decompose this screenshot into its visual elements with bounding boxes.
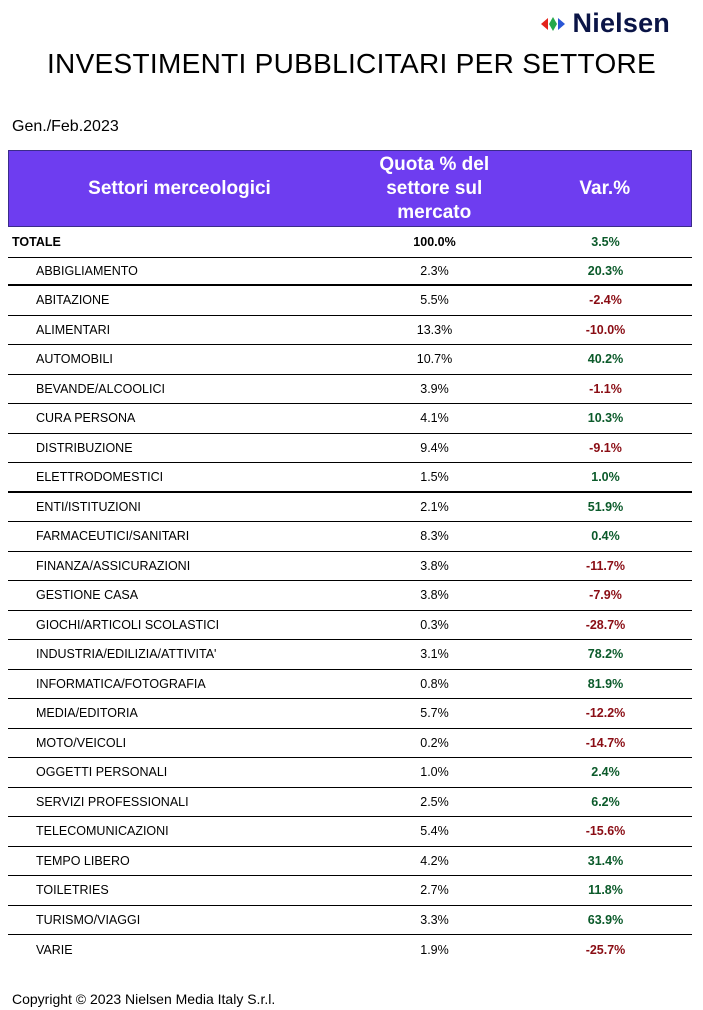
change-value: 10.3% [587, 411, 624, 426]
sector-label: ENTI/ISTITUZIONI [36, 499, 141, 514]
table-row [8, 847, 692, 877]
sector-label: FINANZA/ASSICURAZIONI [36, 558, 191, 573]
sector-label: GESTIONE CASA [36, 588, 139, 603]
change-value: -7.9% [589, 588, 622, 603]
change-value: 81.9% [587, 676, 624, 691]
table-row [8, 611, 692, 641]
change-value: -11.7% [586, 558, 625, 573]
sector-label: TELECOMUNICAZIONI [36, 824, 169, 839]
share-value: 9.4% [420, 440, 449, 455]
table-row [8, 522, 692, 552]
table-row [8, 404, 692, 434]
change-value: -10.0% [585, 322, 626, 337]
table-row [8, 906, 692, 936]
table-row [8, 758, 692, 788]
share-value: 10.7% [416, 352, 453, 367]
sector-label: DISTRIBUZIONE [36, 440, 133, 455]
table-row [8, 552, 692, 582]
period-label: Gen./Feb.2023 [12, 118, 119, 135]
table-row [8, 434, 692, 464]
sector-label: TURISMO/VIAGGI [36, 912, 141, 927]
change-value: -25.7% [585, 942, 626, 957]
change-value: -14.7% [585, 735, 626, 750]
share-value: 3.8% [420, 558, 449, 573]
share-value: 2.3% [420, 263, 449, 278]
header-sector: Settori merceologici [88, 177, 271, 199]
share-value: 3.3% [420, 912, 449, 927]
change-value: 6.2% [591, 794, 620, 809]
table-row [8, 345, 692, 375]
share-value: 1.5% [420, 469, 449, 484]
change-value: 51.9% [587, 499, 624, 514]
table-row [8, 788, 692, 818]
change-value: 40.2% [587, 352, 624, 367]
share-value: 5.7% [420, 706, 449, 721]
table-row [8, 817, 692, 847]
table-header [8, 150, 692, 227]
share-value: 3.8% [420, 588, 449, 603]
sector-label: FARMACEUTICI/SANITARI [36, 529, 190, 544]
copyright-footer: Copyright © 2023 Nielsen Media Italy S.r.l. [12, 991, 276, 1007]
sector-label: CURA PERSONA [36, 411, 136, 426]
table-row [8, 286, 692, 316]
sector-label: AUTOMOBILI [36, 352, 113, 367]
total-label: TOTALE [12, 234, 61, 249]
share-value: 2.7% [420, 883, 449, 898]
change-value: -2.4% [589, 293, 622, 308]
sector-label: ABITAZIONE [36, 293, 110, 308]
header-change: Var.% [579, 177, 631, 199]
change-value: 20.3% [587, 263, 624, 278]
sector-table [8, 150, 692, 965]
share-value: 5.4% [420, 824, 449, 839]
table-row [8, 640, 692, 670]
table-row [8, 729, 692, 759]
nielsen-logo-icon [539, 15, 567, 33]
share-value: 3.9% [420, 381, 449, 396]
share-value: 1.9% [420, 942, 449, 957]
table-row [8, 257, 692, 287]
logo-wordmark: Nielsen [572, 8, 670, 38]
share-value: 5.5% [420, 293, 449, 308]
nielsen-logo [539, 8, 670, 39]
table-row [8, 670, 692, 700]
sector-label: MEDIA/EDITORIA [36, 706, 138, 721]
sector-label: TOILETRIES [36, 883, 109, 898]
table-row [8, 876, 692, 906]
share-value: 1.0% [420, 765, 449, 780]
share-value: 0.2% [420, 735, 449, 750]
table-row [8, 699, 692, 729]
table-row [8, 375, 692, 405]
share-value: 13.3% [416, 322, 453, 337]
total-change: 3.5% [591, 234, 620, 249]
table-row [8, 935, 692, 965]
change-value: 0.4% [591, 529, 620, 544]
change-value: -28.7% [585, 617, 626, 632]
share-value: 2.1% [420, 499, 449, 514]
change-value: 63.9% [587, 912, 624, 927]
share-value: 8.3% [420, 529, 449, 544]
share-value: 0.8% [420, 676, 449, 691]
change-value: 31.4% [587, 853, 624, 868]
table-row [8, 463, 692, 493]
sector-label: INDUSTRIA/EDILIZIA/ATTIVITA' [36, 647, 217, 662]
change-value: -12.2% [585, 706, 626, 721]
sector-label: GIOCHI/ARTICOLI SCOLASTICI [36, 617, 220, 632]
sector-label: BEVANDE/ALCOOLICI [36, 381, 165, 396]
table-row [8, 581, 692, 611]
table-row [8, 316, 692, 346]
sector-label: MOTO/VEICOLI [36, 735, 127, 750]
share-value: 4.1% [420, 411, 449, 426]
share-value: 3.1% [420, 647, 449, 662]
share-value: 2.5% [420, 794, 449, 809]
table-body [8, 257, 692, 965]
change-value: 78.2% [587, 647, 624, 662]
total-row [8, 227, 692, 257]
sector-label: ALIMENTARI [36, 322, 111, 337]
header-share: Quota % del settore sul mercato [379, 153, 490, 223]
change-value: -15.6% [585, 824, 626, 839]
share-value: 4.2% [420, 853, 449, 868]
sector-label: ABBIGLIAMENTO [36, 263, 138, 278]
share-value: 0.3% [420, 617, 449, 632]
sector-label: OGGETTI PERSONALI [36, 765, 168, 780]
change-value: 1.0% [591, 469, 620, 484]
sector-label: INFORMATICA/FOTOGRAFIA [36, 676, 206, 691]
sector-label: ELETTRODOMESTICI [36, 469, 164, 484]
change-value: 11.8% [588, 883, 623, 898]
change-value: -1.1% [589, 381, 622, 396]
sector-label: VARIE [36, 942, 73, 957]
page-title: INVESTIMENTI PUBBLICITARI PER SETTORE [46, 48, 657, 79]
sector-label: SERVIZI PROFESSIONALI [36, 794, 189, 809]
table-row [8, 493, 692, 523]
sector-label: TEMPO LIBERO [36, 853, 130, 868]
change-value: -9.1% [589, 440, 622, 455]
total-share: 100.0% [413, 234, 456, 249]
change-value: 2.4% [591, 765, 620, 780]
